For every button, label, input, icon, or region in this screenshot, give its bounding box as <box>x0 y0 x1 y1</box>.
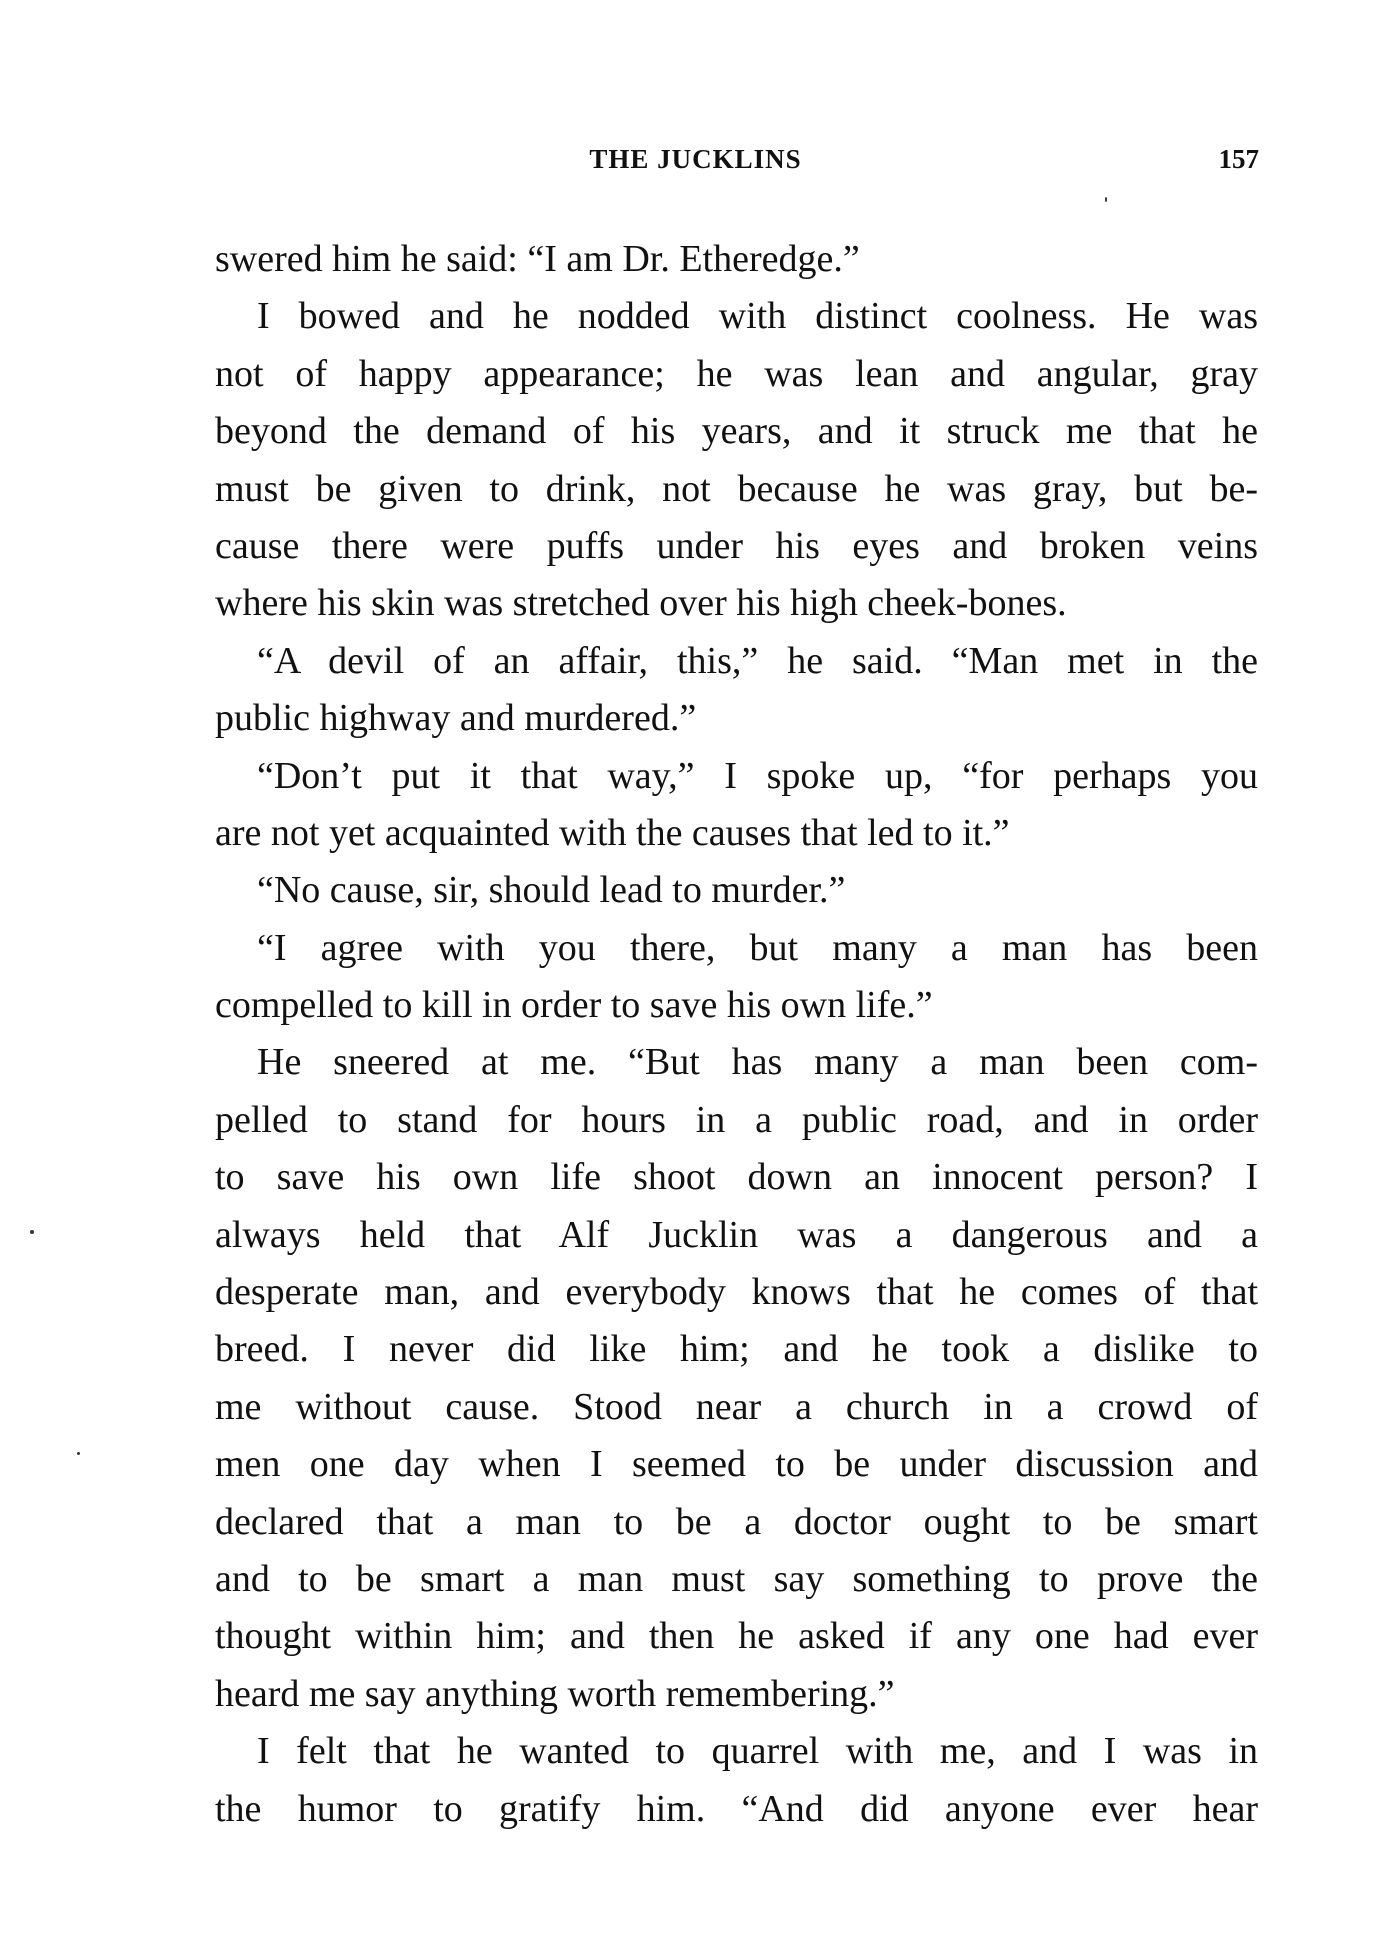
text-line: breed. I never did like him; and he took a dislike to <box>215 1328 1258 1371</box>
body-text <box>215 231 1258 1838</box>
text-line: beyond the demand of his years, and it struck me that he <box>215 410 1258 453</box>
running-title: THE JUCKLINS <box>589 144 802 174</box>
page-header <box>0 144 1391 184</box>
text-line: swered him he said: “I am Dr. Etheredge.” <box>215 238 860 280</box>
text-line: heard me say anything worth remembering.” <box>215 1672 895 1715</box>
text-line: “Don’t put it that way,” I spoke up, “for perhaps you <box>257 754 1258 797</box>
text-line: where his skin was stretched over his high cheek-bones. <box>215 582 1067 625</box>
text-line: must be given to drink, not because he was gray, but be- <box>215 467 1258 510</box>
text-line: I felt that he wanted to quarrel with me, and I was in <box>257 1730 1258 1773</box>
text-line: desperate man, and everybody knows that he comes of that <box>215 1271 1258 1314</box>
text-line: thought within him; and then he asked if any one had ever <box>215 1615 1258 1658</box>
text-line: the humor to gratify him. “And did anyone ever hear <box>215 1787 1258 1830</box>
text-line: to save his own life shoot down an innocent person? I <box>215 1156 1258 1199</box>
scan-speck <box>30 1230 34 1234</box>
text-line: men one day when I seemed to be under discussion and <box>215 1443 1258 1486</box>
text-line: always held that Alf Jucklin was a dangerous and a <box>215 1213 1258 1256</box>
text-line: “No cause, sir, should lead to murder.” <box>257 869 846 912</box>
text-line: declared that a man to be a doctor ought to be smart <box>215 1500 1258 1543</box>
text-line: cause there were puffs under his eyes and broken veins <box>215 524 1258 567</box>
scan-speck <box>77 1452 80 1455</box>
text-line: not of happy appearance; he was lean and angular, gray <box>215 352 1258 395</box>
text-line: “A devil of an affair, this,” he said. “Man met in the <box>257 639 1258 682</box>
text-line: pelled to stand for hours in a public road, and in order <box>215 1098 1258 1141</box>
text-line: and to be smart a man must say something to prove the <box>215 1557 1258 1600</box>
text-line: are not yet acquainted with the causes that led to it.” <box>215 811 1010 854</box>
text-line: I bowed and he nodded with distinct coolness. He was <box>257 295 1258 338</box>
scan-speck <box>1105 197 1107 202</box>
page-number: 157 <box>1218 144 1259 174</box>
text-line: He sneered at me. “But has many a man been com- <box>257 1041 1258 1084</box>
text-line: me without cause. Stood near a church in a crowd of <box>215 1385 1258 1428</box>
text-line: compelled to kill in order to save his own life.” <box>215 984 933 1027</box>
text-line: “I agree with you there, but many a man has been <box>257 926 1258 969</box>
text-line: public highway and murdered.” <box>215 697 697 740</box>
